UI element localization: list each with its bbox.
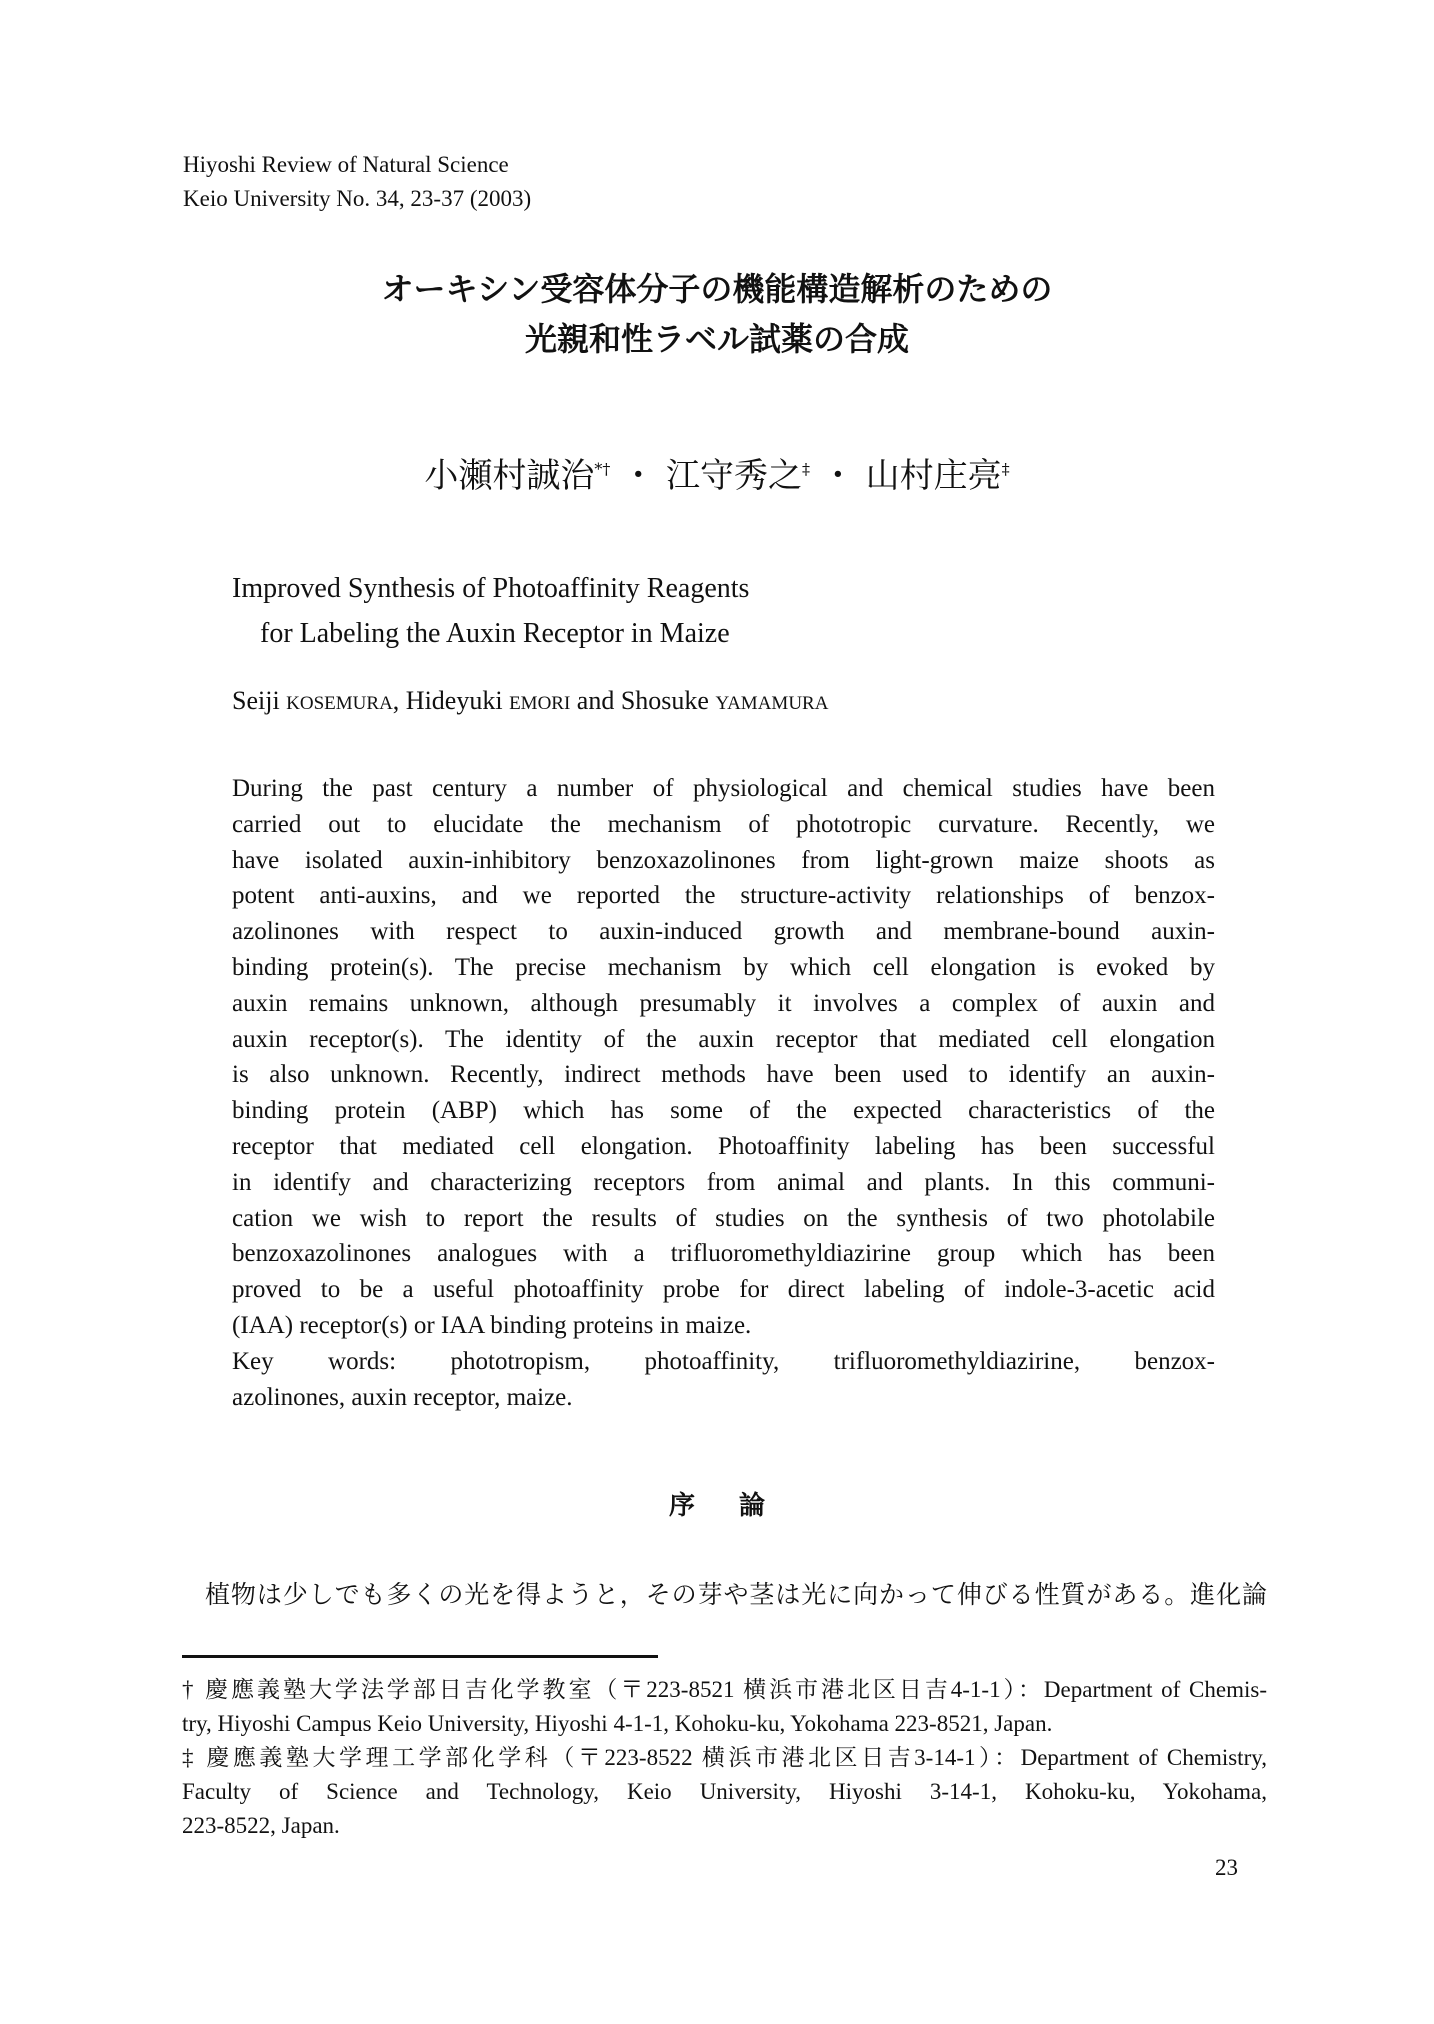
author-name: 小瀬村誠治 [424, 456, 595, 496]
footnote-divider [182, 1655, 658, 1658]
japanese-title [0, 264, 1434, 364]
journal-header [183, 148, 531, 216]
english-title-line: Improved Synthesis of Photoaffinity Reagents [232, 573, 750, 604]
english-title [232, 566, 749, 656]
abstract-line: cation we wish to report the results of studies on the synthesis of two photolabile [232, 1204, 1215, 1232]
author-family: YAMAMURA [715, 693, 829, 714]
journal-name: Hiyoshi Review of Natural Science [183, 152, 509, 177]
keywords-line: azolinones, auxin receptor, maize. [232, 1383, 573, 1411]
abstract-line: proved to be a useful photoaffinity probe for direct labeling of indole-3-acetic acid [232, 1276, 1215, 1304]
footnotes [182, 1673, 1267, 1843]
author-family: KOSEMURA [286, 693, 393, 714]
abstract-line: benzoxazolinones analogues with a trifluoromethyldiazirine group which has been [232, 1240, 1215, 1268]
body-text: 植物は少しでも多くの光を得ようと，その芽や茎は光に向かって伸びる性質がある。進化論 [205, 1580, 1267, 1609]
author-given: and Shosuke [570, 686, 716, 715]
author-separator: ・ [820, 456, 855, 496]
abstract-line: receptor that mediated cell elongation. Photoaffinity labeling has been successful [232, 1132, 1215, 1160]
abstract-line: azolinones with respect to auxin-induced growth and membrane-bound auxin- [232, 918, 1215, 946]
author-family: EMORI [509, 693, 571, 714]
english-title-line: for Labeling the Auxin Receptor in Maize [260, 618, 730, 649]
affiliation-mark: ‡ [1001, 459, 1010, 479]
author-name: 江守秀之 [666, 456, 802, 496]
footnote-line: ‡ 慶應義塾大学理工学部化学科（〒223-8522 横浜市港北区日吉3-14-1）：Department of Chemistry, [182, 1745, 1267, 1770]
footnote-line: try, Hiyoshi Campus Keio University, Hiyoshi 4-1-1, Kohoku-ku, Yokohama 223-8521, Japan. [182, 1711, 1053, 1736]
footnote-line: 223-8522, Japan. [182, 1813, 340, 1838]
abstract-line: During the past century a number of physiological and chemical studies have been [232, 775, 1215, 802]
author-separator: ・ [621, 456, 656, 496]
abstract-line: in identify and characterizing receptors from animal and plants. In this communi- [232, 1168, 1215, 1196]
footnote-line: † 慶應義塾大学法学部日吉化学教室（〒223-8521 横浜市港北区日吉4-1-1）：Department of Chemis- [182, 1677, 1267, 1702]
abstract-line: auxin remains unknown, although presumably it involves a complex of auxin and [232, 989, 1215, 1017]
abstract-line: auxin receptor(s). The identity of the auxin receptor that mediated cell elongation [232, 1025, 1215, 1053]
footnote-line: Faculty of Science and Technology, Keio University, Hiyoshi 3-14-1, Kohoku-ku, Yokohama, [182, 1779, 1267, 1804]
english-authors [232, 686, 828, 716]
affiliation-mark: *† [594, 459, 611, 479]
japanese-title-line: オーキシン受容体分子の機能構造解析のための [381, 270, 1053, 308]
affiliation-mark: ‡ [802, 459, 810, 479]
abstract-line: carried out to elucidate the mechanism of phototropic curvature. Recently, we [232, 810, 1215, 838]
abstract [232, 771, 1215, 1415]
author-given: , Hideyuki [392, 686, 510, 715]
abstract-line: have isolated auxin-inhibitory benzoxazolinones from light-grown maize shoots as [232, 846, 1215, 874]
author-given: Seiji [232, 686, 287, 715]
abstract-line: potent anti-auxins, and we reported the structure-activity relationships of benzox- [232, 882, 1215, 910]
journal-citation: Keio University No. 34, 23-37 (2003) [183, 186, 532, 211]
keywords-line: Key words: phototropism, photoaffinity, trifluoromethyldiazirine, benzox- [232, 1347, 1215, 1375]
abstract-line: binding protein(s). The precise mechanism by which cell elongation is evoked by [232, 953, 1215, 981]
author-name: 山村庄亮 [865, 456, 1002, 496]
section-heading: 序論 [668, 1491, 809, 1521]
abstract-line: is also unknown. Recently, indirect methods have been used to identify an auxin- [232, 1061, 1215, 1089]
page-number: 23 [1215, 1855, 1238, 1880]
abstract-line: (IAA) receptor(s) or IAA binding proteins in maize. [232, 1311, 752, 1339]
japanese-title-line: 光親和性ラベル試薬の合成 [524, 320, 909, 358]
japanese-authors [0, 448, 1434, 497]
abstract-line: binding protein (ABP) which has some of the expected characteristics of the [232, 1097, 1215, 1125]
